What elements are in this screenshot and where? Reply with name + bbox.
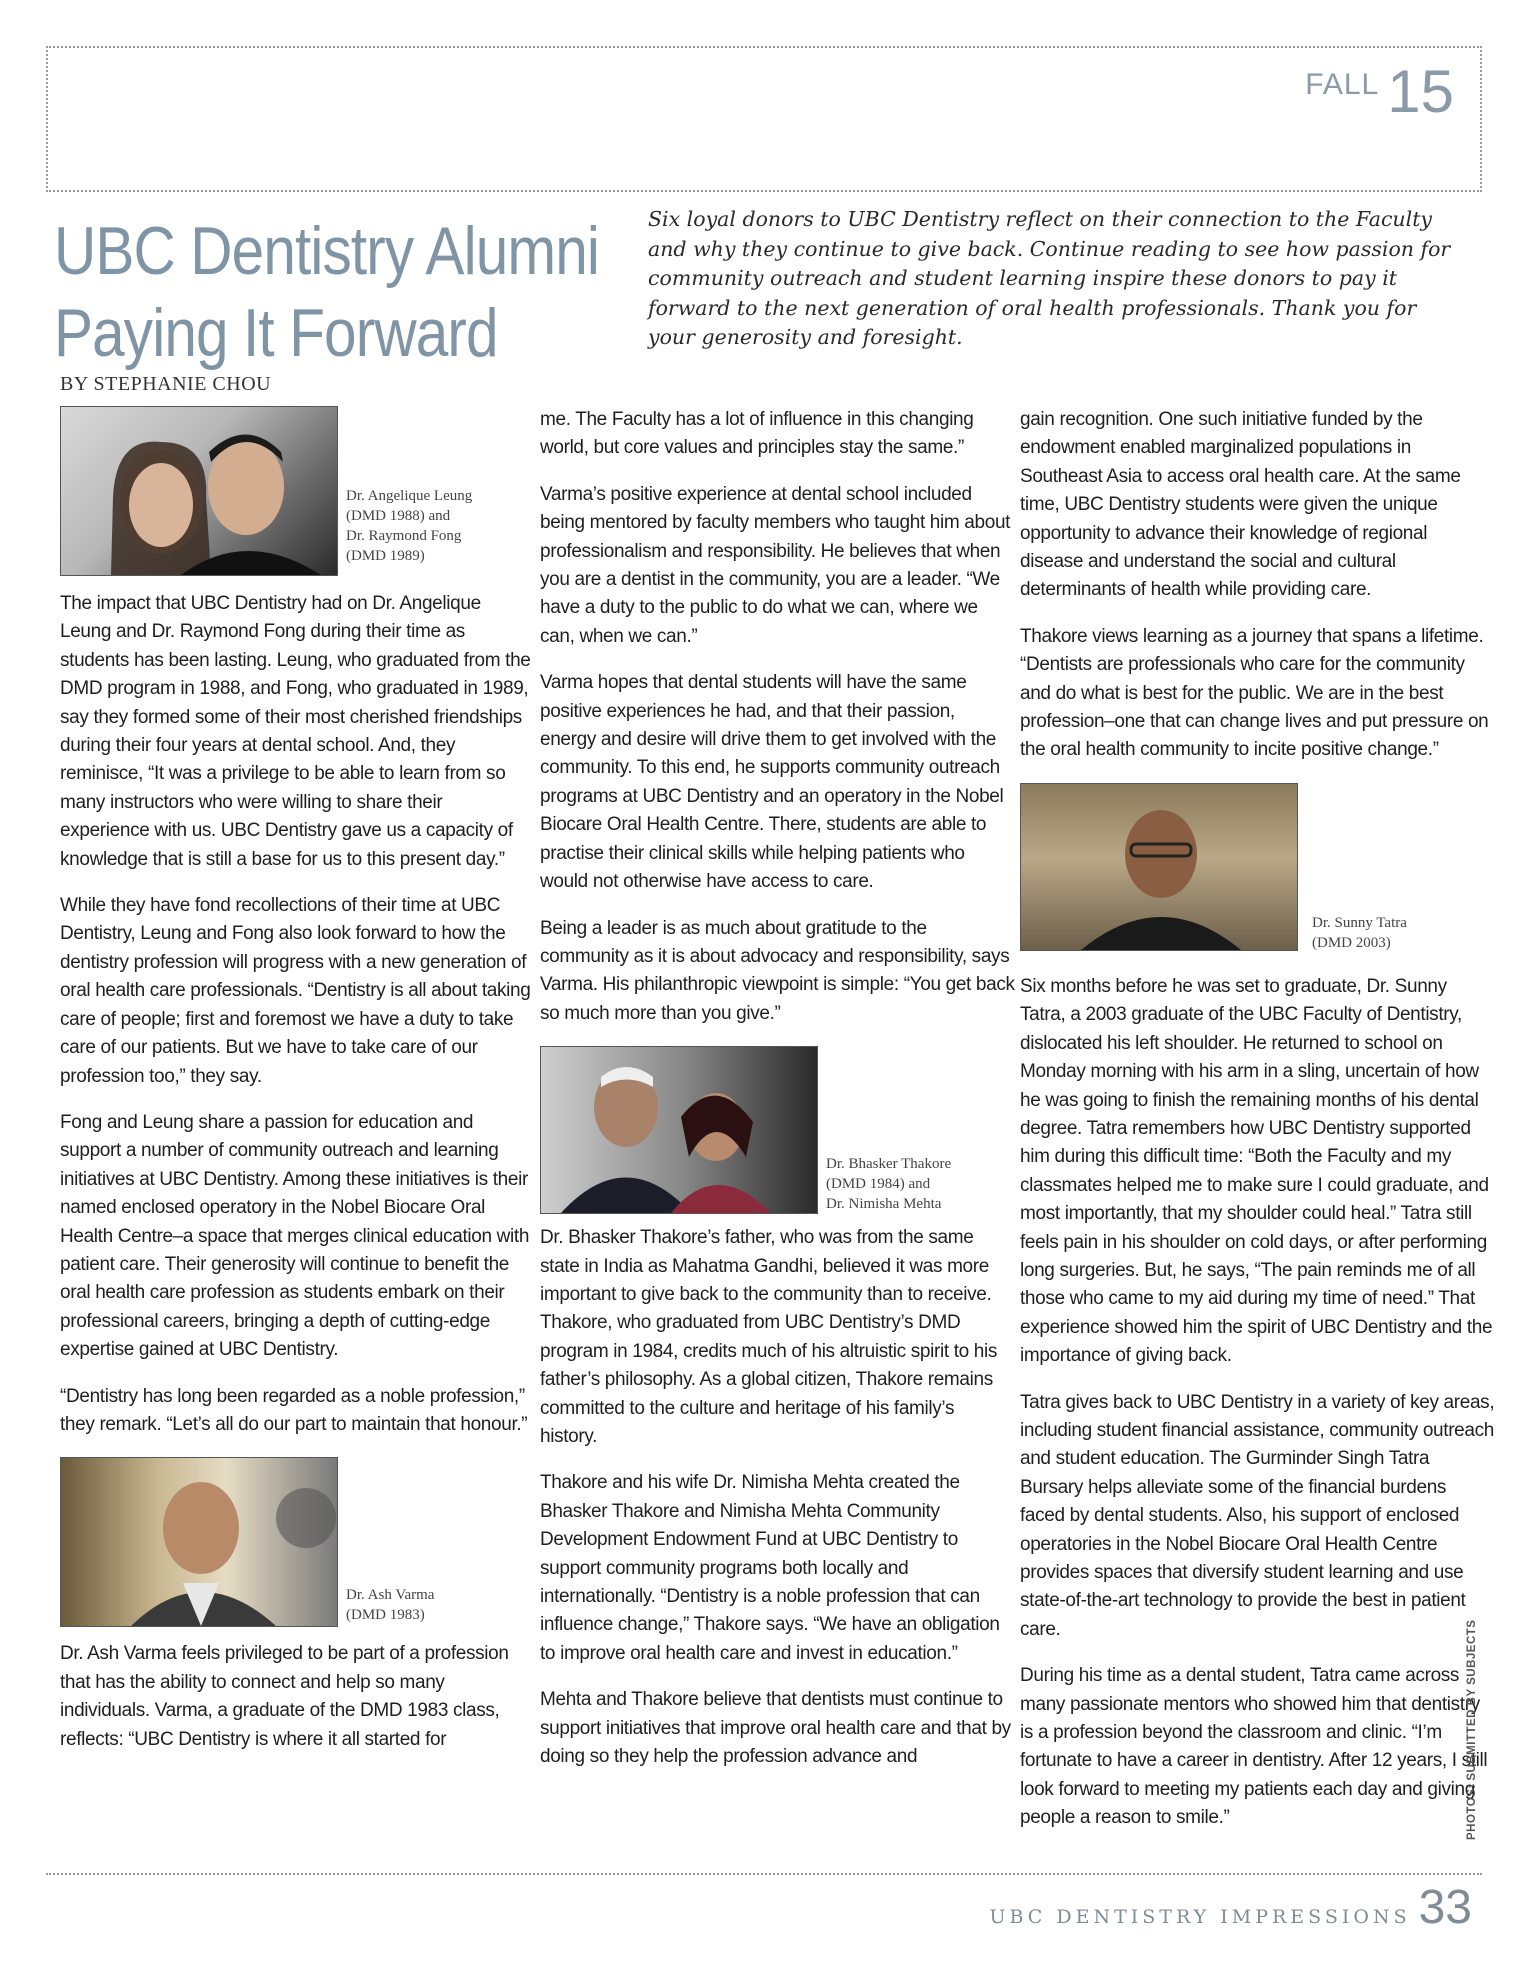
column-1 bbox=[60, 406, 535, 1772]
tatra-photo bbox=[1020, 783, 1298, 951]
title-line-1: UBC Dentistry Alumni bbox=[54, 213, 600, 289]
tatra-photo-block bbox=[1020, 783, 1495, 963]
caption-line: (DMD 2003) bbox=[1312, 934, 1391, 951]
footer-dotted-rule bbox=[46, 1873, 1482, 1875]
caption-line: Dr. Angelique Leung bbox=[346, 488, 473, 504]
caption-line: (DMD 1989) bbox=[346, 548, 425, 564]
column-3 bbox=[1020, 406, 1495, 1851]
page-number: 33 bbox=[1418, 1881, 1472, 1934]
body-paragraph: “Dentistry has long been regarded as a noble profession,” they remark. “Let’s all do our part to maintain that honour.” bbox=[60, 1385, 528, 1435]
body-paragraph: Fong and Leung share a passion for education and support a number of community outreach and learning initiatives at UBC Dentistry. Among these initiatives is their named enclosed operatory in the Nobel Biocare Oral Health Centre–a space that merges clinical education with patient care. Their generosity will continue to benefit the oral health care profession as students embark on their professional careers, bringing a depth of cutting-edge expertise gained at UBC Dentistry. bbox=[60, 1111, 530, 1361]
body-paragraph: Six months before he was set to graduate, Dr. Sunny Tatra, a 2003 graduate of the UBC Faculty of Dentistry, dislocated his left shoulder. He returned to school on Monday morning with his arm in a sling, uncertain of how he was going to finish the remaining months of his dental degree. Tatra remembers how UBC Dentistry supported him during this difficult time: “Both the Faculty and my classmates helped me to make sure I could graduate, and most importantly, that my shoulder could heal.” Tatra still feels pain in his shoulder on cold days, or after performing long surgeries. But, he says, “The pain reminds me of all those who came to my aid during my time of need.” That experience showed him the spirit of UBC Dentistry and the importance of giving back. bbox=[1020, 975, 1493, 1367]
caption-line: Dr. Nimisha Mehta bbox=[826, 1196, 942, 1213]
issue-label bbox=[1305, 58, 1454, 125]
body-paragraph: me. The Faculty has a lot of influence in this changing world, but core values and principles stay the same.” bbox=[540, 409, 974, 459]
body-paragraph: gain recognition. One such initiative funded by the endowment enabled marginalized populations in Southeast Asia to access oral health care. At the same time, UBC Dentistry students were given the unique opportunity to advance their knowledge of regional disease and understand the social and cultural determinants of health while providing care. bbox=[1020, 409, 1461, 601]
article-title bbox=[54, 210, 600, 374]
title-line-2: Paying It Forward bbox=[54, 295, 498, 371]
body-paragraph: Tatra gives back to UBC Dentistry in a variety of key areas, including student financial assistance, community outreach and student education. The Gurminder Singh Tatra Bursary helps alleviate some of the financial burdens faced by dental students. Also, his support of enclosed operatories in the Nobel Biocare Oral Health Centre provides spaces that diversify student learning and use state-of-the-art technology to provide the best in patient care. bbox=[1020, 1391, 1495, 1640]
body-paragraph: Dr. Bhasker Thakore’s father, who was from the same state in India as Mahatma Gandhi, believed it was more important to give back to the community than to receive. Thakore, who graduated from UBC Dentistry’s DMD program in 1984, credits much of his altruistic spirit to his father’s philosophy. As a global citizen, Thakore remains committed to the culture and heritage of his family’s history. bbox=[540, 1227, 998, 1447]
varma-caption bbox=[346, 1585, 434, 1625]
body-paragraph: Being a leader is as much about gratitude to the community as it is about advocacy and responsibility, says Varma. His philanthropic viewpoint is simple: “You get back so much more than you give.” bbox=[540, 917, 1015, 1024]
caption-line: Dr. Raymond Fong bbox=[346, 528, 462, 544]
photo-credit: PHOTOS: SUBMITTED BY SUBJECTS bbox=[1466, 1619, 1478, 1840]
body-paragraph: During his time as a dental student, Tatra came across many passionate mentors who showed him that dentistry is a profession beyond the classroom and clinic. “I’m fortunate to have a career in dentistry. After 12 years, I still look forward to meeting my patients each day and giving people a reason to smile.” bbox=[1020, 1665, 1488, 1829]
body-paragraph: Thakore and his wife Dr. Nimisha Mehta created the Bhasker Thakore and Nimisha Mehta Community Development Endowment Fund at UBC Dentistry to support community programs both locally and internationally. “Dentistry is a noble profession that can influence change,” Thakore says. “We have an obligation to improve oral health care and invest in education.” bbox=[540, 1472, 1000, 1664]
header-dotted-frame bbox=[46, 46, 1482, 192]
leung-fong-photo bbox=[60, 406, 338, 576]
caption-line: (DMD 1988) and bbox=[346, 508, 451, 524]
thakore-mehta-photo bbox=[540, 1046, 818, 1214]
byline: BY STEPHANIE CHOU bbox=[60, 373, 272, 395]
tatra-caption bbox=[1312, 913, 1407, 953]
season-text: FALL bbox=[1305, 68, 1380, 101]
publication-name: UBC DENTISTRY IMPRESSIONS bbox=[989, 1906, 1411, 1928]
caption-line: (DMD 1984) and bbox=[826, 1176, 931, 1193]
page-footer bbox=[989, 1880, 1472, 1935]
body-paragraph: Dr. Ash Varma feels privileged to be part of a profession that has the ability to connect and help so many individuals. Varma, a graduate of the DMD 1983 class, reflects: “UBC Dentistry is where it all started for bbox=[60, 1643, 509, 1750]
thakore-mehta-photo-art bbox=[541, 1047, 817, 1213]
tatra-photo-art bbox=[1021, 784, 1297, 950]
caption-line: Dr. Sunny Tatra bbox=[1312, 914, 1407, 931]
body-paragraph: Varma hopes that dental students will have the same positive experiences he had, and that their passion, energy and desire will drive them to get involved with the community. To this end, he supports community outreach programs at UBC Dentistry and an operatory in the Nobel Biocare Oral Health Centre. There, students are able to practise their clinical skills while helping patients who would not otherwise have access to care. bbox=[540, 672, 1004, 893]
varma-photo-art bbox=[61, 1458, 337, 1626]
thakore-photo-block bbox=[540, 1046, 1015, 1218]
column-2 bbox=[540, 406, 1015, 1789]
body-paragraph: While they have fond recollections of their time at UBC Dentistry, Leung and Fong also look forward to how the dentistry profession will progress with a new generation of oral health care professionals. “Dentistry is all about taking care of people; first and foremost we have a duty to take care of our patients. But we have to take care of our profession too,” they say. bbox=[60, 895, 531, 1087]
body-paragraph: Mehta and Thakore believe that dentists must continue to support initiatives that improve oral health care and that by doing so they help the profession advance and bbox=[540, 1689, 1011, 1768]
thakore-caption bbox=[826, 1154, 951, 1214]
leung-fong-caption bbox=[346, 486, 472, 566]
varma-photo-block bbox=[60, 1457, 535, 1632]
varma-photo bbox=[60, 1457, 338, 1627]
body-paragraph: Thakore views learning as a journey that spans a lifetime. “Dentists are professionals who care for the community and do what is best for the public. We are in the best profession–one that can change lives and put pressure on the oral health community to incite positive change.” bbox=[1020, 625, 1489, 761]
caption-line: (DMD 1983) bbox=[346, 1607, 425, 1624]
caption-line: Dr. Bhasker Thakore bbox=[826, 1156, 952, 1173]
caption-line: Dr. Ash Varma bbox=[346, 1587, 435, 1604]
body-paragraph: The impact that UBC Dentistry had on Dr. Angelique Leung and Dr. Raymond Fong during their time as students has been lasting. Leung, who graduated from the DMD program in 1988, and Fong, who graduated in 1989, say they formed some of their most cherished friendships during their four years at dental school. And, they reminisce, “It was a privilege to be able to learn from so many instructors who were willing to share their experience with us. UBC Dentistry gave us a capacity of knowledge that is still a base for us to this present day.” bbox=[60, 593, 531, 870]
article-intro: Six loyal donors to UBC Dentistry reflect on their connection to the Faculty and why they continue to give back. Continue reading to see how passion for community outreach and student learning inspire these donors to pay it forward to the next generation of oral health professionals. Thank you for your generosity and foresight. bbox=[648, 207, 1451, 349]
body-paragraph: Varma’s positive experience at dental school included being mentored by faculty members who taught him about professionalism and responsibility. He believes that when you are a dentist in the community, you are a leader. “We have a duty to the public to do what we can, where we can, when we can.” bbox=[540, 483, 1011, 647]
issue-number: 15 bbox=[1387, 58, 1454, 125]
leung-fong-photo-art bbox=[61, 407, 337, 575]
